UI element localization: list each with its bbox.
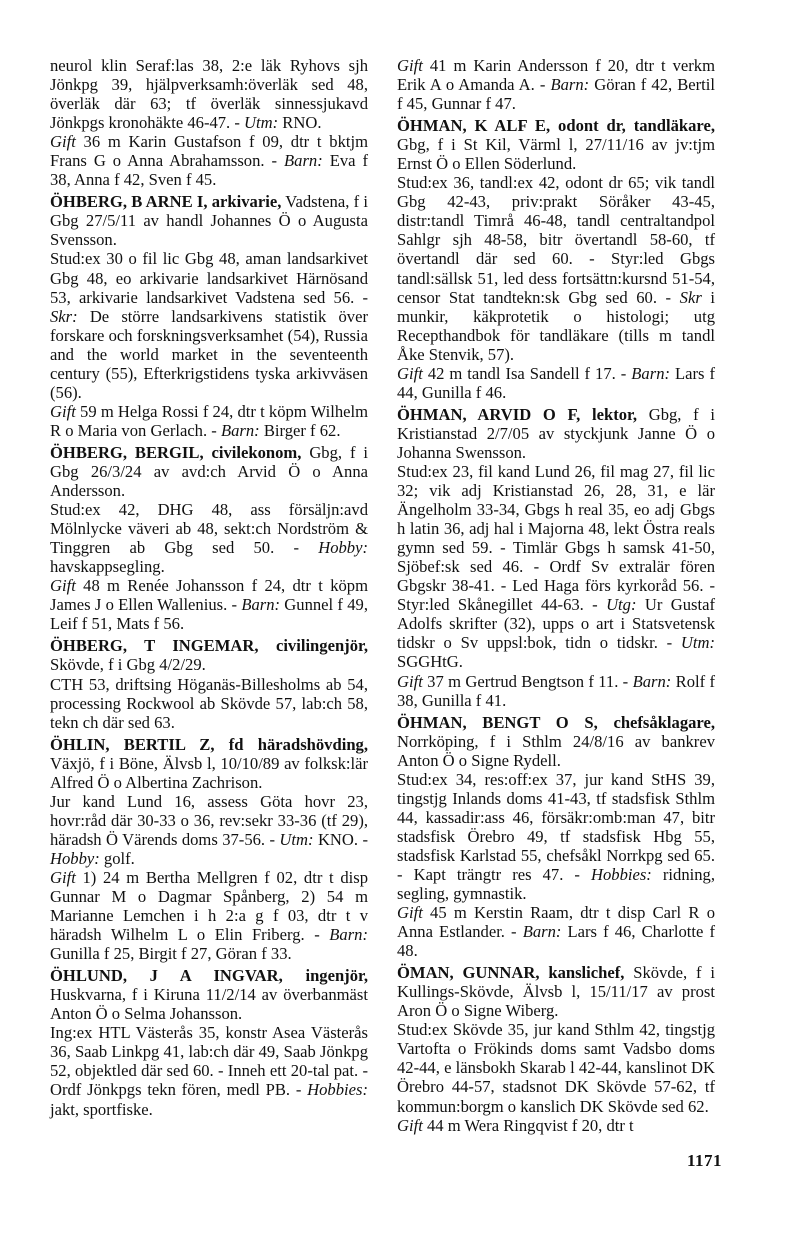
paragraph: Stud:ex 34, res:off:ex 37, jur kand StHS 39, tingstjg Inlands doms 41-43, tf stadsfisk Sthlm 44, kassadir:ass 46, försäkr:omb:man 47, bitr stadsfisk Örebro 49, tf stadsfisk Hbg 55, stadsfisk Karlstad 55, chefsåkl Norrkpg sed 65. - Kapt trängtr res 47. - Hobbies: ridning, segling, gymnastik. <box>397 769 715 904</box>
gift-paragraph: Gift 44 m Wera Ringqvist f 20, dtr t <box>397 1115 634 1135</box>
entry-heading-ohberg-bergil: ÖHBERG, BERGIL, civilekonom, Gbg, f i Gbg 26/3/24 av avd:ch Arvid Ö o Anna Andersson. <box>50 442 369 501</box>
entry-heading-ohlin-bertil: ÖHLIN, BERTIL Z, fd häradshövding, Växjö, f i Böne, Älvsb l, 10/10/89 av folksk:lär Alfred Ö o Albertina Zachrison. <box>50 734 368 792</box>
entry-heading-ohman-bengt: ÖHMAN, BENGT O S, chefsåklagare, Norrköping, f i Sthlm 24/8/16 av bankrev Anton Ö o Signe Rydell. <box>397 712 715 770</box>
entry-heading-oman-gunnar: ÖMAN, GUNNAR, kanslichef, Skövde, f i Kullings-Skövde, Älvsb l, 15/11/17 av prost Aron Ö o Signe Wiberg. <box>397 963 715 1021</box>
gift-paragraph: Gift 41 m Karin Andersson f 20, dtr t verkm Erik A o Amanda A. - Barn: Göran f 42, Bertil f 45, Gunnar f 47. <box>397 56 716 114</box>
entry-heading-ohman-alf: ÖHMAN, K ALF E, odont dr, tandläkare, Gbg, f i St Kil, Värml l, 27/11/16 av jv:tjm Ernst Ö o Ellen Söderlund. <box>397 116 715 174</box>
paragraph: Stud:ex 30 o fil lic Gbg 48, aman landsarkivet Gbg 48, eo arkivarie landsarkivet Härnösand 53, arkivarie landsarkivet Vadstena sed 56. - Skr: De större landsarkivens statistik över forskare och forskningsverksamhet (54), Russia and the world market in the seventeenth century (55), Efterkrigstidens tyska arkivväsen (56). <box>50 249 368 402</box>
page-number: 1171 <box>686 1151 722 1170</box>
gift-paragraph: Gift 45 m Kerstin Raam, dtr t disp Carl R o Anna Estlander. - Barn: Lars f 46, Charlotte f 48. <box>397 903 715 961</box>
entry-heading-ohman-arvid: ÖHMAN, ARVID O F, lektor, Gbg, f i Kristianstad 2/7/05 av styckjunk Janne Ö o Johanna Swensson. <box>397 404 716 462</box>
entry-heading-ohlund-ingvar: ÖHLUND, J A INGVAR, ingenjör, Huskvarna, f i Kiruna 11/2/14 av överbanmäst Anton Ö o Selma Johansson. <box>50 966 368 1024</box>
entry-heading-ohberg-ingemar: ÖHBERG, T INGEMAR, civilingenjör, Skövde, f i Gbg 4/2/29. <box>50 636 368 675</box>
gift-paragraph: Gift 42 m tandl Isa Sandell f 17. - Barn: Lars f 44, Gunilla f 46. <box>397 363 715 402</box>
paragraph: Stud:ex 23, fil kand Lund 26, fil mag 27, fil lic 32; vik adj Kristianstad 26, 28, 31, e lär Ängelholm 33-34, Gbgs h real 35, eo adj Gbgs h latin 36, adj hal i Majorna 48, lekt Östra reals gymn sed 59. - Timlär Gbgs h samsk 41-50, Sjöbef:sk sed 46. - Ordf Sv extralär fören Gbgskr 38-41. - Led Haga förs kyrkoråd 56. - Styr:led Skånegillet 44-63. - Utg: Ur Gustaf Adolfs skrifter (32), upps o art i Statsvetensk tidskr o Sv uppsl:bok, tidn o tidskr. - Utm: SGGHtG. <box>397 461 715 672</box>
left-column <box>50 56 368 1119</box>
right-column <box>397 56 715 1135</box>
paragraph: CTH 53, driftsing Höganäs-Billesholms ab 54, processing Rockwool ab Skövde 57, lab:ch 58, tekn ch där sed 63. <box>50 674 368 732</box>
gift-paragraph: Gift 48 m Renée Johansson f 24, dtr t köpm James J o Ellen Wallenius. - Barn: Gunnel f 49, Leif f 51, Mats f 56. <box>50 576 368 634</box>
entry-heading-ohberg-arne: ÖHBERG, B ARNE I, arkivarie, Vadstena, f i Gbg 27/5/11 av handl Johannes Ö o Augusta Svensson. <box>50 192 368 250</box>
gift-paragraph: Gift 36 m Karin Gustafson f 09, dtr t bktjm Frans G o Anna Abrahamsson. - Barn: Eva f 38, Anna f 42, Sven f 45. <box>50 132 368 190</box>
gift-paragraph: Gift 37 m Gertrud Bengtson f 11. - Barn: Rolf f 38, Gunilla f 41. <box>397 671 715 710</box>
paragraph: Stud:ex 42, DHG 48, ass försäljn:avd Mölnlycke väveri ab 48, sekt:ch Nordström & Tinggren ab Gbg sed 50. - Hobby: havskappsegling. <box>50 500 368 577</box>
paragraph: Stud:ex 36, tandl:ex 42, odont dr 65; vik tandl Gbg 42-43, priv:prakt Söråker 43-45, distr:tandl Timrå 46-48, tandl centraltandpol Sahlgr sjh 48-58, bitr övertandl 58-60, tf övertandl där sed 60. - Styr:led Gbgs tandl:sällsk 51, led dess fortsättn:kursnd 51-54, censor Stat tandtekn:sk Gbg sed 60. - Skr i munkir, käkprotetik o histologi; utg Recepthandbok för tandläkare (tills m tandl Åke Stenvik, 57). <box>397 173 715 364</box>
paragraph: Ing:ex HTL Västerås 35, konstr Asea Västerås 36, Saab Linkpg 41, lab:ch där 49, Saab Jönkpg 52, objektled där sed 60. - Inneh ett 20-tal pat. - Ordf Jönkpgs tekn fören, medl PB. - Hobbies: jakt, sportfiske. <box>50 1023 368 1119</box>
gift-paragraph: Gift 1) 24 m Bertha Mellgren f 02, dtr t disp Gunnar M o Dagmar Spånberg, 2) 54 m Marianne Lemchen i h 2:a g f 03, dtr t v häradsh Wilhelm L o Elin Friberg. - Barn: Gunilla f 25, Birgit f 27, Göran f 33. <box>50 867 368 964</box>
paragraph: neurol klin Seraf:las 38, 2:e läk Ryhovs sjh Jönkpg 39, hjälpverksamh:överläk sed 48, överläk där 63; tf överläk sinnessjukavd Jönkpgs kronohäkte 46-47. - Utm: RNO. <box>50 56 368 133</box>
gift-paragraph: Gift 59 m Helga Rossi f 24, dtr t köpm Wilhelm R o Maria von Gerlach. - Barn: Birger f 62. <box>50 401 368 440</box>
paragraph: Jur kand Lund 16, assess Göta hovr 23, hovr:råd där 30-33 o 36, rev:sekr 33-36 (tf 29), häradsh Ö Värends doms 37-56. - Utm: KNO. - Hobby: golf. <box>50 791 368 868</box>
paragraph: Stud:ex Skövde 35, jur kand Sthlm 42, tingstjg Vartofta o Frökinds doms samt Vadsbo doms 42-44, e länsbokh Skarab l 42-44, kanslinot DK Örebro 44-57, stadsnot DK Skövde 57-62, tf kommun:borgm o kanslich DK Skövde sed 62. <box>397 1020 715 1116</box>
